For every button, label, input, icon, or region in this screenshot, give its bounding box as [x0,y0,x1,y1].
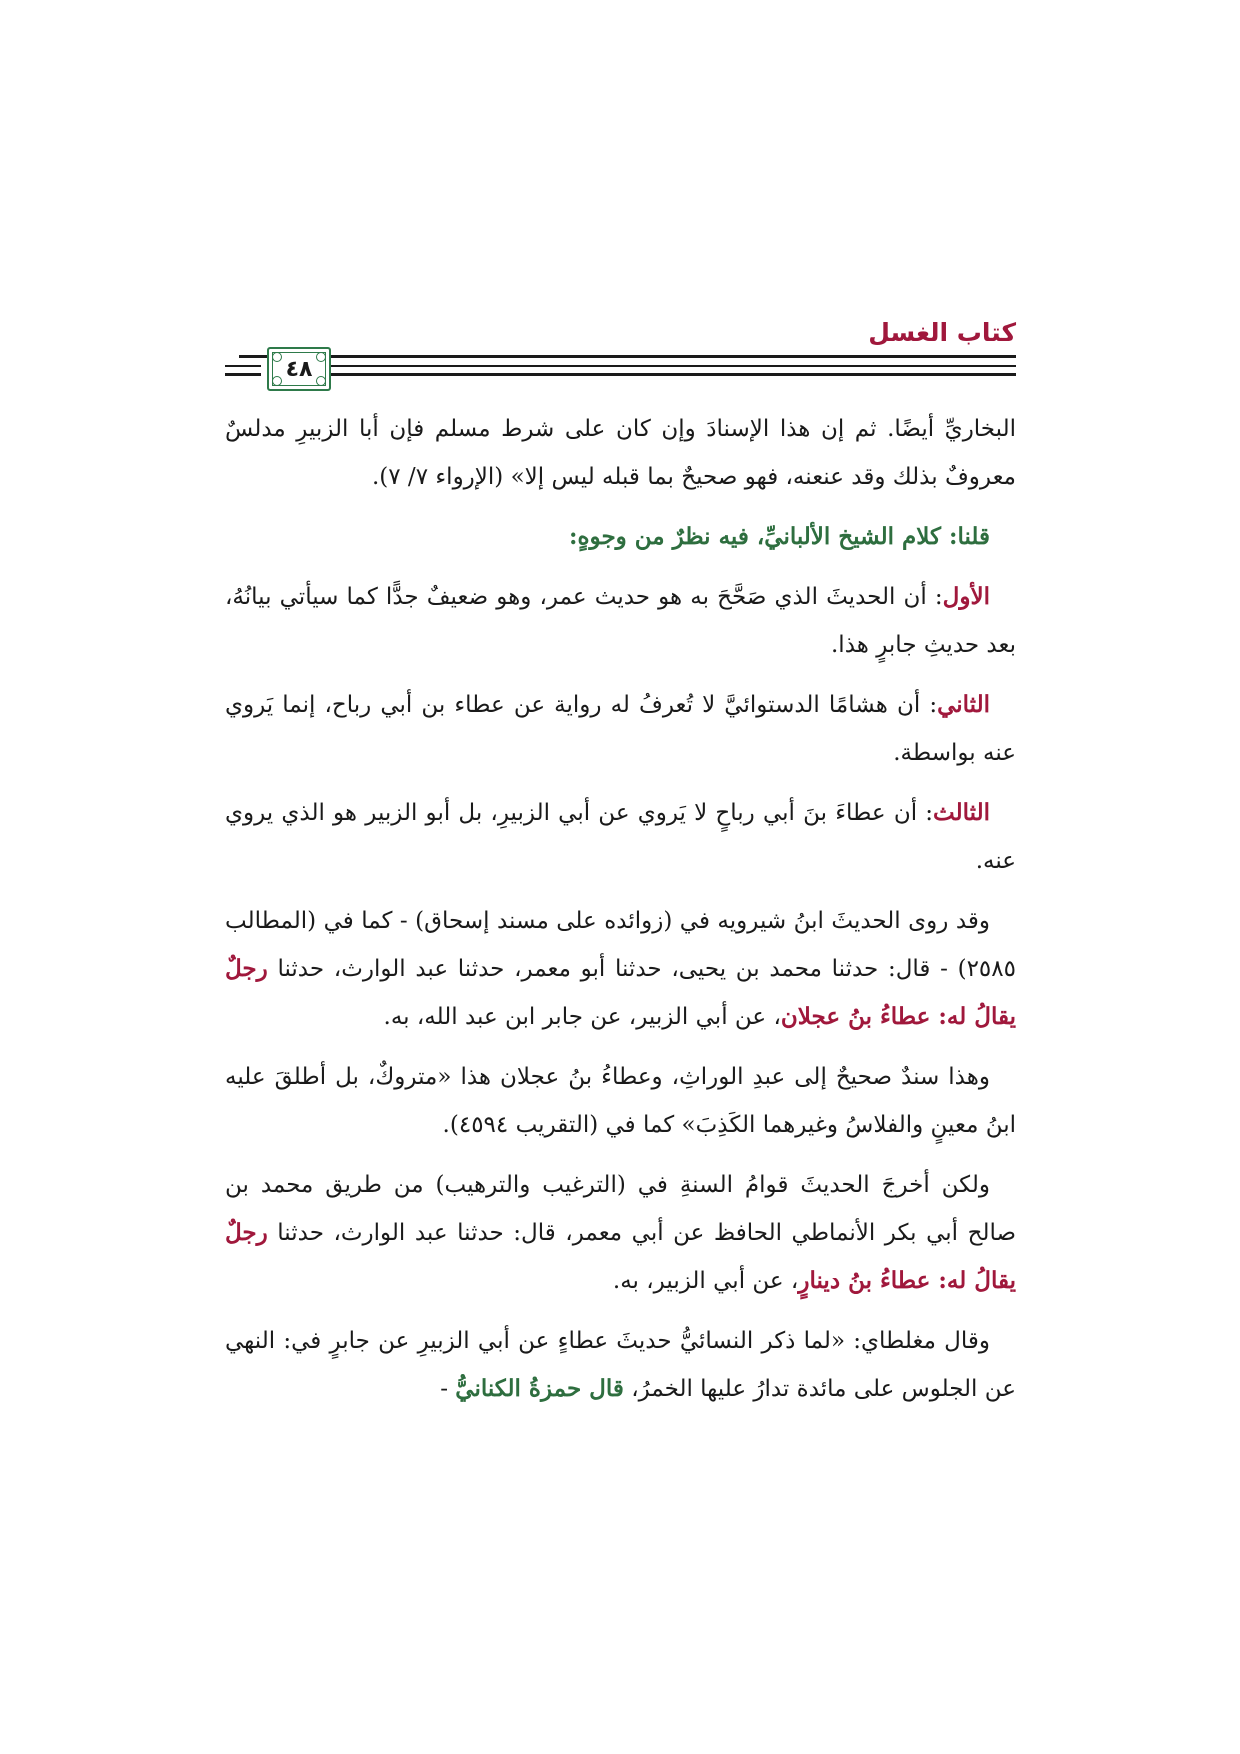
page-body [225,405,1016,1421]
paragraph-text: : أن هشامًا الدستوائيَّ لا تُعرفُ له رواية عن عطاء بن أبي رباح، إنما يَروي عنه بواسطة. [225,692,1016,766]
paragraph-text: : أن الحديثَ الذي صَحَّحَ به هو حديث عمر، وهو ضعيفٌ جدًّا كما سيأتي بيانُهُ، بعد حديثِ جابرٍ هذا. [225,584,1016,658]
lead-word-qulna: قلنا [957,523,990,550]
paragraph-second-point [225,681,1016,777]
paragraph-text: وهذا سندٌ صحيحٌ إلى عبدِ الوراثِ، وعطاءُ بنُ عجلان هذا «متروكٌ، بل أطلقَ عليه ابنُ معينٍ والفلاسُ وغيرهما الكَذِبَ» كما في (التقريب ٤٥٩٤). [225,1064,1016,1138]
paragraph-text: ، عن أبي الزبير، به. [612,1268,799,1294]
paragraph-text: - [440,1376,456,1402]
lead-word-second: الثاني [937,691,990,718]
highlight-narrator-ajlan: رجلٌ يقالُ له: عطاءُ بنُ عجلان [225,955,1016,1030]
paragraph-first-point [225,573,1016,669]
paragraph-narration-1 [225,897,1016,1041]
header-rule-top [239,355,1016,358]
paragraph-text: البخاريِّ أيضًا. ثم إن هذا الإسنادَ وإن كان على شرط مسلم فإن أبا الزبيرِ مدلسٌ معروفٌ بذلك وقد عنعنه، فهو صحيحٌ بما قبله ليس إلا» (الإرواء ٧/ ٧). [225,416,1016,490]
paragraph-text: ، عن أبي الزبير، عن جابر ابن عبد الله، به. [383,1004,781,1030]
heading-text: : كلام الشيخ الألبانيِّ، فيه نظرٌ من وجوهٍ: [569,523,958,550]
page-number: ٤٨ [285,356,313,382]
paragraph-third-point [225,789,1016,885]
page-number-frame [267,347,331,391]
paragraph-mughlatai [225,1317,1016,1413]
header-rule-short-top [225,365,261,367]
paragraph-text: وقد روى الحديثَ ابنُ شيرويه في (زوائده على مسند إسحاق) - كما في (المطالب ٢٥٨٥) - قال: حدثنا محمد بن يحيى، حدثنا أبو معمر، حدثنا عبد الوارث، حدثنا [225,908,1016,982]
page-header [225,318,1016,388]
lead-word-first: الأول [942,583,990,610]
paragraph-isnad-assessment [225,1053,1016,1149]
paragraph-narration-2 [225,1161,1016,1305]
header-rule-double-bottom [330,373,1016,376]
highlight-hamza-kinani: قال حمزةُ الكنانيُّ [455,1375,624,1402]
paragraph-text: وقال مغلطاي: «لما ذكر النسائيُّ حديثَ عطاءٍ عن أبي الزبيرِ عن جابرٍ في: النهي عن الجلوس على مائدة تدارُ عليها الخمرُ، [225,1328,1016,1402]
highlight-narrator-dinar: رجلٌ يقالُ له: عطاءُ بنُ دينارٍ [225,1219,1016,1294]
lead-word-third: الثالث [933,799,990,826]
paragraph-text: ولكن أخرجَ الحديثَ قوامُ السنةِ في (الترغيب والترهيب) من طريق محمد بن صالح أبي بكر الأنماطي الحافظ عن أبي معمر، قال: حدثنا عبد الوارث، حدثنا [225,1172,1016,1246]
book-title: كتاب الغسل [868,318,1016,347]
header-rule-double-top [330,365,1016,367]
paragraph-text: : أن عطاءَ بنَ أبي رباحٍ لا يَروي عن أبي الزبيرِ، بل أبو الزبير هو الذي يروي عنه. [225,800,1016,874]
header-rule-short-bottom [225,373,261,376]
paragraph-heading-qulna [225,513,1016,561]
paragraph-continuation [225,405,1016,501]
